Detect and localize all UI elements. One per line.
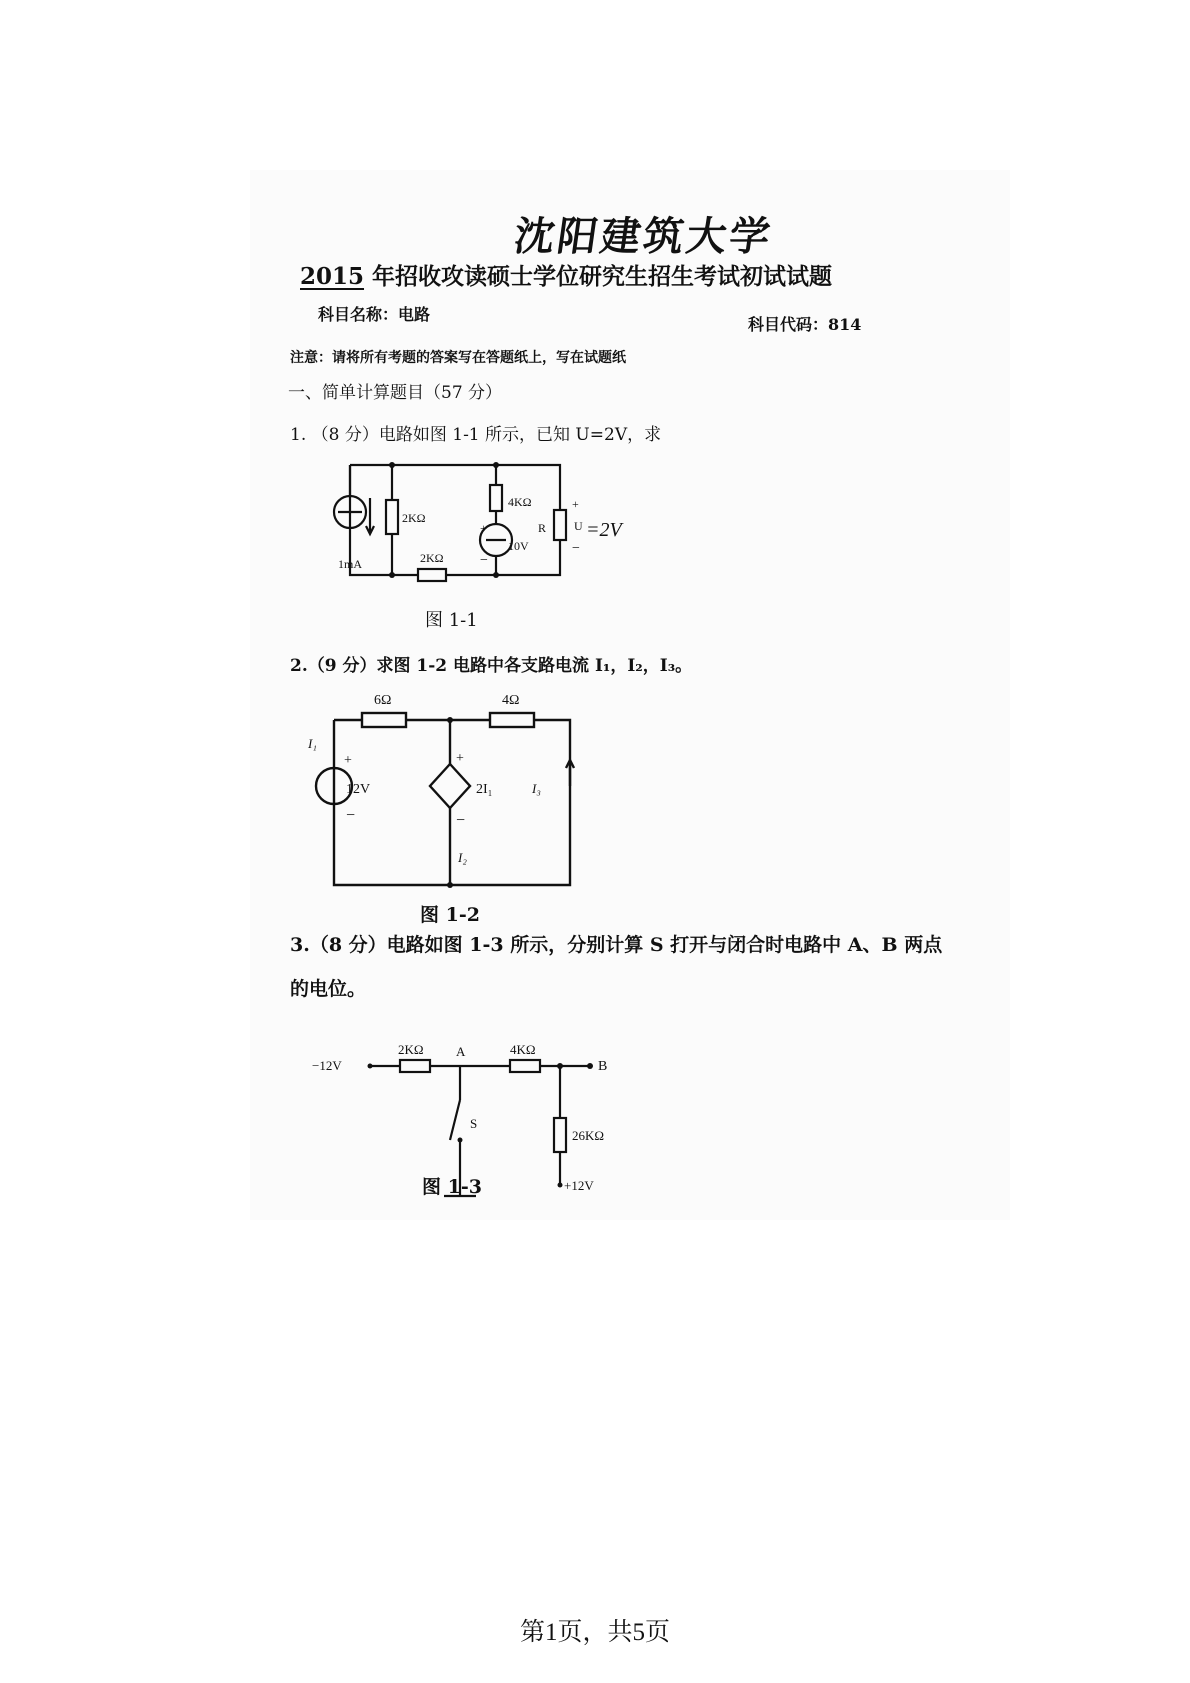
- exam-title: [300, 258, 832, 291]
- fig2-dep-label: 2I₁: [476, 782, 493, 797]
- figure-1-1: [320, 440, 660, 590]
- fig1-u-label: U: [574, 519, 583, 533]
- figure-1-3: [310, 1040, 670, 1240]
- fig3-r1-label: 2KΩ: [398, 1042, 424, 1057]
- exam-title-text: 年招收攻读硕士学位研究生招生考试初试试题: [364, 263, 833, 290]
- fig2-r2-label: 4Ω: [502, 693, 520, 708]
- exam-year: 2015: [300, 263, 365, 290]
- exam-note: 注意：请将所有考题的答案写在答题纸上，写在试题纸: [290, 350, 626, 366]
- fig1-r1-label: 2KΩ: [402, 511, 426, 525]
- figure-1-2-caption: 图 1-2: [420, 904, 480, 926]
- fig3-node-b: B: [598, 1059, 608, 1074]
- fig1-rload-label: R: [538, 521, 547, 535]
- figure-1-3-caption: 图 1-3: [422, 1176, 482, 1198]
- fig2-i2-label: I₂: [458, 850, 467, 865]
- subject-name: 科目名称：电路: [318, 305, 431, 324]
- fig2-i3-label: I₃: [532, 781, 541, 796]
- fig2-vsrc-label: 12V: [346, 782, 371, 797]
- question-2: 2.（9 分）求图 1-2 电路中各支路电流 I₁，I₂，I₃。: [290, 656, 693, 676]
- fig1-handwritten-note: =2V: [586, 519, 622, 541]
- fig1-u-plus: +: [572, 497, 579, 511]
- fig2-vsrc-minus: −: [346, 807, 356, 824]
- question-3-continued: 的电位。: [290, 978, 367, 1000]
- fig3-bottom-voltage: +12V: [564, 1178, 594, 1193]
- fig3-r3-label: 26KΩ: [572, 1128, 605, 1143]
- fig1-plus: +: [480, 521, 487, 535]
- university-name: 沈阳建筑大学: [511, 213, 776, 260]
- question-3: 3.（8 分）电路如图 1-3 所示，分别计算 S 打开与闭合时电路中 A、B 两点: [290, 934, 943, 956]
- figure-1-2: [300, 690, 590, 900]
- section-heading: 一、简单计算题目（57 分）: [288, 383, 503, 403]
- fig2-i1-label: I₁: [308, 736, 317, 751]
- fig1-r3-label: 2KΩ: [420, 551, 444, 565]
- fig2-dep-plus: +: [456, 751, 464, 766]
- fig2-vsrc-plus: +: [344, 753, 352, 768]
- fig3-node-a: A: [456, 1044, 466, 1059]
- fig3-left-voltage: −12V: [312, 1058, 342, 1073]
- fig1-minus: −: [480, 553, 488, 568]
- question-1: 1. （8 分）电路如图 1-1 所示，已知 U=2V，求: [290, 425, 662, 445]
- fig1-r2-label: 4KΩ: [508, 495, 532, 509]
- fig1-source-label: 1mA: [338, 557, 362, 571]
- fig2-dep-minus: −: [456, 812, 466, 829]
- fig3-r2-label: 4KΩ: [510, 1042, 536, 1057]
- page-footer: 第1页，共5页: [519, 1619, 670, 1646]
- fig2-r1-label: 6Ω: [374, 693, 392, 708]
- fig1-u-minus: −: [572, 541, 580, 556]
- figure-1-1-caption: 图 1-1: [425, 610, 478, 631]
- fig3-switch-label: S: [470, 1116, 478, 1131]
- subject-code: 科目代码：814: [748, 315, 862, 334]
- fig1-vsrc-label: 10V: [508, 539, 529, 553]
